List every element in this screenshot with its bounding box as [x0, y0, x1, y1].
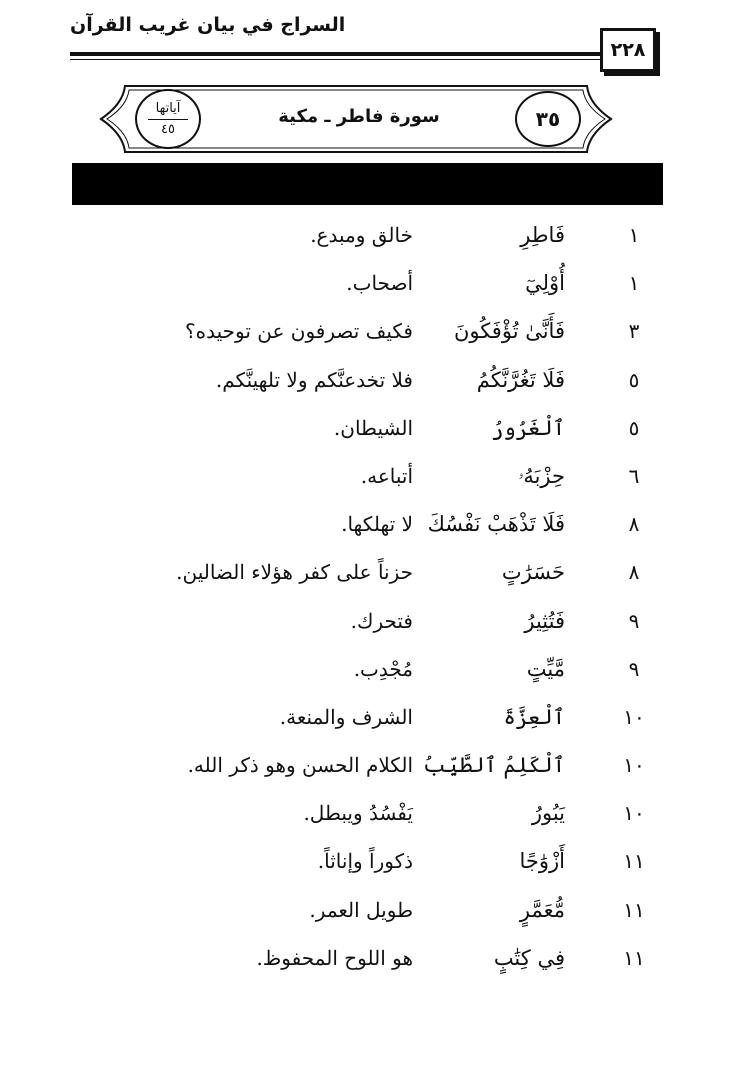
- quran-word: مَّيِّتٍ: [526, 656, 565, 681]
- glossary-entry: [0, 743, 755, 791]
- glossary-entry: [0, 791, 755, 839]
- section-bar: [72, 163, 663, 205]
- quran-word: ٱلْغَرُورُ: [491, 415, 565, 440]
- glossary-entry: [0, 888, 755, 936]
- surah-title: سورة فاطر ـ مكية: [278, 106, 440, 127]
- word-meaning: فلا تخدعنَّكم ولا تلهينَّكم.: [215, 367, 413, 392]
- glossary-entry: [0, 839, 755, 887]
- glossary-entry: [0, 502, 755, 550]
- ayat-label: آياتها: [155, 100, 181, 116]
- verse-number: ١٠: [623, 801, 645, 826]
- quran-word: فِي كِتَٰبٍ: [493, 945, 565, 970]
- quran-word: مُّعَمَّرٍ: [519, 897, 565, 922]
- verse-number: ٥: [628, 367, 640, 392]
- surah-banner: [99, 84, 613, 154]
- quran-word: ٱلْعِزَّةَ: [503, 704, 565, 729]
- word-meaning: أتباعه.: [360, 463, 413, 488]
- glossary-entry: [0, 936, 755, 984]
- verse-number: ٩: [628, 608, 640, 633]
- verse-number: ٣: [628, 319, 640, 344]
- verse-number: ٨: [628, 560, 640, 585]
- verse-number: ١٠: [623, 753, 645, 778]
- quran-word: حَسَرَٰتٍ: [501, 560, 565, 585]
- quran-word: فَلَا تَغُرَّنَّكُمُ: [476, 367, 565, 392]
- glossary-entry: [0, 454, 755, 502]
- verse-number: ١١: [623, 945, 645, 970]
- verse-number: ١: [628, 271, 640, 296]
- glossary-entry: [0, 261, 755, 309]
- glossary-entry: [0, 550, 755, 598]
- header-rule-thin: [70, 59, 610, 60]
- surah-number: ٣٥: [515, 91, 581, 147]
- quran-word: ٱلْكَلِمُ ٱلطَّيِّبُ: [422, 753, 565, 778]
- word-meaning: الشيطان.: [333, 415, 413, 440]
- quran-word: فَاطِرِ: [520, 223, 565, 247]
- word-meaning: يَفْسُدُ ويبطل.: [303, 801, 413, 826]
- quran-word: أَزْوَٰجًا: [519, 849, 565, 874]
- word-meaning: أصحاب.: [346, 271, 413, 296]
- verse-number: ١١: [623, 849, 645, 874]
- glossary-entry: [0, 647, 755, 695]
- glossary-entry: [0, 358, 755, 406]
- glossary-entry: [0, 406, 755, 454]
- verse-number: ٥: [628, 415, 640, 440]
- page-number: ٢٢٨: [600, 28, 656, 72]
- glossary-entry: [0, 213, 755, 261]
- verse-number: ١: [628, 223, 640, 247]
- word-meaning: حزناً على كفر هؤلاء الضالين.: [176, 560, 413, 585]
- ayat-divider: [148, 119, 188, 120]
- book-title: السراج في بيان غريب القرآن: [70, 14, 346, 36]
- word-meaning: فكيف تصرفون عن توحيده؟: [185, 319, 413, 344]
- quran-word: فَتُثِيرُ: [524, 608, 565, 633]
- quran-word: حِزْبَهُۥ: [518, 463, 565, 488]
- quran-word: أُوْلِيٓ: [525, 271, 565, 296]
- ayat-count-badge: [135, 89, 201, 149]
- quran-word: يَبُورُ: [531, 801, 565, 826]
- verse-number: ١١: [623, 897, 645, 922]
- glossary-entry: [0, 599, 755, 647]
- verse-number: ٨: [628, 512, 640, 537]
- glossary-entry: [0, 309, 755, 357]
- word-meaning: مُجْدِب.: [353, 656, 413, 681]
- quran-word: فَأَنَّىٰ تُؤْفَكُونَ: [453, 319, 565, 344]
- word-meaning: لا تهلكها.: [341, 512, 413, 537]
- word-meaning: الشرف والمنعة.: [279, 704, 413, 729]
- verse-number: ٩: [628, 656, 640, 681]
- glossary-list: [0, 213, 755, 984]
- glossary-entry: [0, 695, 755, 743]
- word-meaning: ذكوراً وإناثاً.: [317, 849, 413, 874]
- word-meaning: فتحرك.: [350, 608, 413, 633]
- verse-number: ١٠: [623, 704, 645, 729]
- word-meaning: هو اللوح المحفوظ.: [256, 945, 413, 970]
- word-meaning: خالق ومبدع.: [310, 223, 413, 247]
- word-meaning: طويل العمر.: [309, 897, 413, 922]
- quran-word: فَلَا تَذْهَبْ نَفْسُكَ: [427, 512, 565, 537]
- ayat-count: ٤٥: [161, 121, 175, 137]
- verse-number: ٦: [628, 463, 640, 488]
- header-rule: [70, 52, 610, 56]
- word-meaning: الكلام الحسن وهو ذكر الله.: [187, 753, 413, 778]
